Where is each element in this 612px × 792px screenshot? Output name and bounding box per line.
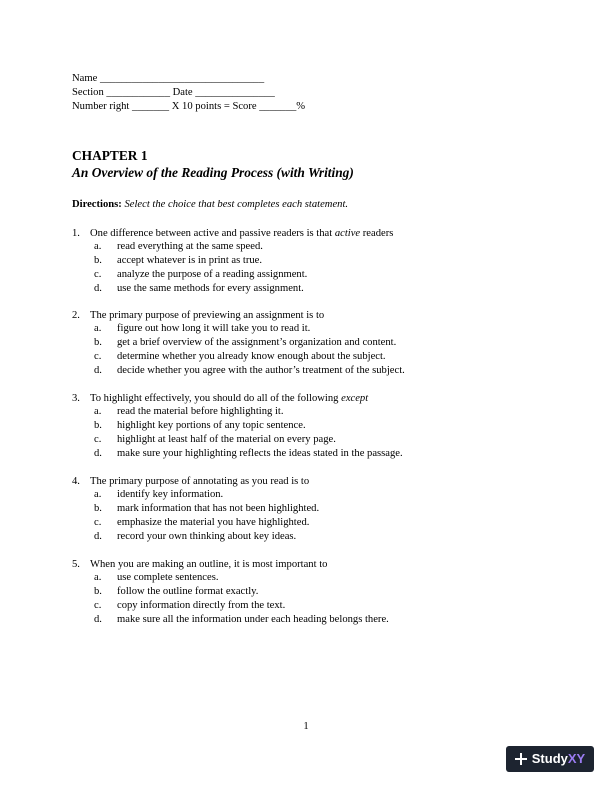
option-text: emphasize the material you have highlighted.: [117, 517, 310, 528]
question-number: 2.: [72, 310, 80, 321]
option-letter: c.: [94, 351, 102, 362]
option-text: determine whether you already know enough about the subject.: [117, 351, 386, 362]
answer-option: [72, 240, 472, 254]
option-text: highlight key portions of any topic sentence.: [117, 420, 306, 431]
option-text: identify key information.: [117, 489, 224, 500]
studyxy-badge[interactable]: [506, 746, 594, 772]
question-stem: When you are making an outline, it is most important to: [90, 559, 328, 570]
answer-option: [72, 613, 472, 627]
section-label: Section ____________: [72, 87, 173, 98]
question-3: [72, 392, 472, 461]
option-letter: c.: [94, 269, 102, 280]
answer-option: [72, 502, 472, 516]
option-text: copy information directly from the text.: [117, 600, 286, 611]
section-date-line: [72, 86, 275, 99]
answer-option: [72, 336, 472, 350]
answer-option: [72, 350, 472, 364]
answer-option: [72, 516, 472, 530]
chapter-title: CHAPTER 1: [72, 148, 148, 163]
name-line: Name _______________________________: [72, 73, 265, 84]
answer-option: [72, 419, 472, 433]
chapter-subtitle: An Overview of the Reading Process (with Writing): [72, 165, 354, 180]
option-letter: d.: [94, 283, 102, 294]
question-4: [72, 475, 472, 544]
answer-option: [72, 405, 472, 419]
answer-option: [72, 433, 472, 447]
question-number: 1.: [72, 228, 80, 239]
brand-name: StudyXY: [531, 751, 586, 766]
option-letter: d.: [94, 531, 102, 542]
option-letter: b.: [94, 337, 102, 348]
option-text: accept whatever is in print as true.: [117, 255, 263, 266]
answer-option: [72, 530, 472, 544]
option-letter: b.: [94, 255, 102, 266]
option-letter: a.: [94, 406, 102, 417]
option-text: follow the outline format exactly.: [117, 586, 259, 597]
option-text: make sure your highlighting reflects the ideas stated in the passage.: [117, 448, 403, 459]
option-letter: d.: [94, 365, 102, 376]
option-letter: a.: [94, 572, 102, 583]
option-text: read the material before highlighting it.: [117, 406, 284, 417]
score-line: Number right _______ X 10 points = Score _______%: [72, 101, 306, 112]
answer-option: [72, 447, 472, 461]
option-letter: d.: [94, 448, 102, 459]
question-stem: One difference between active and passive readers is that active readers: [90, 228, 394, 239]
directions-label: Directions:: [72, 199, 122, 210]
option-text: highlight at least half of the material on every page.: [117, 434, 336, 445]
answer-option: [72, 268, 472, 282]
option-letter: c.: [94, 434, 102, 445]
question-stem: To highlight effectively, you should do all of the following except: [90, 393, 369, 404]
question-number: 4.: [72, 476, 80, 487]
question-number: 3.: [72, 393, 80, 404]
directions-text: Select the choice that best completes each statement.: [124, 199, 349, 210]
option-letter: a.: [94, 489, 102, 500]
answer-option: [72, 585, 472, 599]
question-1: [72, 227, 472, 296]
question-number: 5.: [72, 559, 80, 570]
option-letter: b.: [94, 503, 102, 514]
answer-option: [72, 599, 472, 613]
option-text: figure out how long it will take you to read it.: [117, 323, 311, 334]
option-text: record your own thinking about key ideas.: [117, 531, 297, 542]
question-stem: The primary purpose of annotating as you read is to: [90, 476, 310, 487]
option-text: mark information that has not been highlighted.: [117, 503, 320, 514]
option-text: make sure all the information under each heading belongs there.: [117, 614, 389, 625]
option-letter: b.: [94, 420, 102, 431]
answer-option: [72, 254, 472, 268]
option-letter: d.: [94, 614, 102, 625]
answer-option: [72, 282, 472, 296]
option-text: use the same methods for every assignment.: [117, 283, 304, 294]
option-text: read everything at the same speed.: [117, 241, 263, 252]
option-text: get a brief overview of the assignment’s organization and content.: [117, 337, 397, 348]
option-text: use complete sentences.: [117, 572, 219, 583]
question-2: [72, 309, 472, 378]
option-text: analyze the purpose of a reading assignment.: [117, 269, 308, 280]
date-label: Date _______________: [172, 87, 275, 98]
question-5: [72, 558, 472, 627]
option-letter: a.: [94, 241, 102, 252]
answer-option: [72, 571, 472, 585]
option-letter: a.: [94, 323, 102, 334]
page-number: 1: [303, 721, 309, 732]
option-letter: c.: [94, 517, 102, 528]
answer-option: [72, 488, 472, 502]
option-letter: c.: [94, 600, 102, 611]
option-letter: b.: [94, 586, 102, 597]
answer-option: [72, 322, 472, 336]
question-stem: The primary purpose of previewing an assignment is to: [90, 310, 325, 321]
plus-icon: [515, 753, 527, 765]
answer-option: [72, 364, 472, 378]
option-text: decide whether you agree with the author’s treatment of the subject.: [117, 365, 405, 376]
directions: [72, 198, 348, 211]
